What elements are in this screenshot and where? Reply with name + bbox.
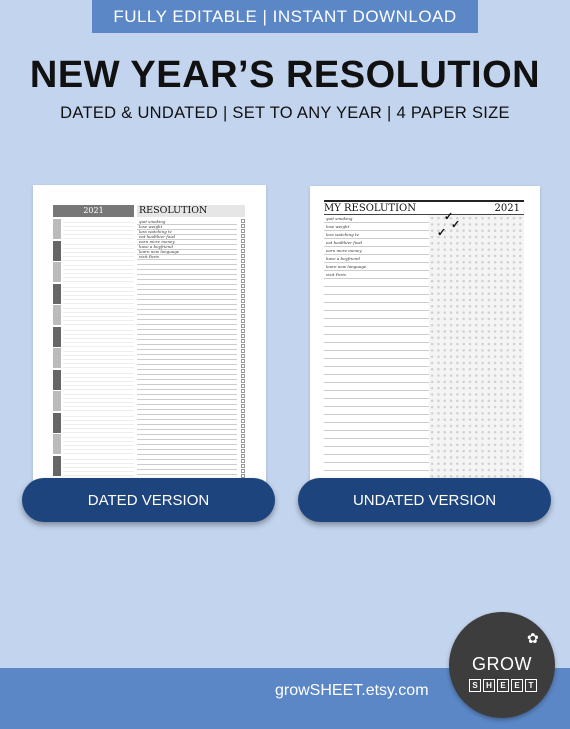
checkbox-icon	[241, 259, 245, 263]
day-row	[63, 463, 134, 464]
checkbox-icon	[241, 364, 245, 368]
day-row	[63, 475, 134, 476]
day-row	[63, 291, 134, 292]
resolution-line	[137, 424, 237, 425]
undated-heading: MY RESOLUTION	[324, 203, 416, 214]
dated-resolution-heading: RESOLUTION	[137, 205, 245, 217]
month-bar	[53, 219, 61, 239]
day-row	[63, 244, 134, 245]
day-row	[63, 424, 134, 425]
month-bar	[53, 434, 61, 454]
checkbox-icon	[241, 299, 245, 303]
resolution-line	[137, 384, 237, 385]
ruled-line	[324, 470, 429, 471]
ruled-line	[324, 310, 429, 311]
checkbox-icon	[241, 324, 245, 328]
day-row	[63, 420, 134, 421]
checkbox-icon	[241, 444, 245, 448]
checkbox-icon	[241, 274, 245, 278]
ruled-line	[324, 254, 429, 255]
resolution-line	[137, 294, 237, 295]
resolution-line	[137, 244, 237, 245]
dated-item: visit Paris	[139, 254, 159, 259]
ruled-line	[324, 430, 429, 431]
ruled-line	[324, 422, 429, 423]
undated-item: less watching tv	[326, 232, 359, 237]
flower-icon: ✿	[527, 630, 539, 646]
day-row	[63, 277, 134, 278]
day-row	[63, 459, 134, 460]
resolution-line	[137, 469, 237, 470]
ruled-line	[324, 438, 429, 439]
day-row	[63, 363, 134, 364]
checkbox-icon	[241, 319, 245, 323]
ruled-line	[324, 382, 429, 383]
month-bar	[53, 305, 61, 325]
checkbox-icon	[241, 424, 245, 428]
ruled-line	[324, 294, 429, 295]
resolution-line	[137, 249, 237, 250]
resolution-line	[137, 269, 237, 270]
checkbox-icon	[241, 419, 245, 423]
checkbox-icon	[241, 294, 245, 298]
logo-letter: T	[525, 679, 537, 692]
checkbox-icon	[241, 349, 245, 353]
day-row	[63, 428, 134, 429]
resolution-line	[137, 274, 237, 275]
resolution-line	[137, 379, 237, 380]
resolution-line	[137, 304, 237, 305]
checkbox-icon	[241, 309, 245, 313]
day-row	[63, 373, 134, 374]
logo-letter: E	[511, 679, 523, 692]
page-title: NEW YEAR’S RESOLUTION	[29, 54, 541, 96]
ruled-line	[324, 390, 429, 391]
day-row	[63, 471, 134, 472]
resolution-line	[137, 334, 237, 335]
checkmark-icon: ✓	[437, 227, 447, 239]
resolution-line	[137, 239, 237, 240]
day-row	[63, 338, 134, 339]
undated-item: eat healthier food	[326, 240, 363, 245]
checkbox-icon	[241, 284, 245, 288]
day-row	[63, 222, 134, 223]
dated-year: 2021	[53, 205, 134, 217]
checkbox-icon	[241, 429, 245, 433]
month-bar	[53, 327, 61, 347]
day-row	[63, 355, 134, 356]
day-row	[63, 449, 134, 450]
day-row	[63, 248, 134, 249]
checkbox-icon	[241, 329, 245, 333]
month-bar	[53, 348, 61, 368]
ruled-line	[324, 270, 429, 271]
month-bar	[53, 262, 61, 282]
checkbox-icon	[241, 264, 245, 268]
checkbox-icon	[241, 384, 245, 388]
resolution-line	[137, 229, 237, 230]
resolution-line	[137, 459, 237, 460]
day-row	[63, 287, 134, 288]
resolution-line	[137, 319, 237, 320]
day-row	[63, 256, 134, 257]
day-row	[63, 467, 134, 468]
day-row	[63, 330, 134, 331]
page-subtitle: DATED & UNDATED | SET TO ANY YEAR | 4 PAPER SIZE	[60, 104, 510, 122]
dated-item: quit smoking	[139, 219, 166, 224]
day-row	[63, 359, 134, 360]
checkbox-icon	[241, 249, 245, 253]
day-row	[63, 230, 134, 231]
undated-item: have a boyfriend	[326, 256, 360, 261]
undated-item: earn more money	[326, 248, 362, 253]
day-row	[63, 416, 134, 417]
day-row	[63, 295, 134, 296]
resolution-line	[137, 264, 237, 265]
resolution-line	[137, 414, 237, 415]
ruled-line	[324, 222, 429, 223]
resolution-line	[137, 279, 237, 280]
resolution-line	[137, 364, 237, 365]
checkbox-icon	[241, 359, 245, 363]
logo-letter: E	[497, 679, 509, 692]
month-bar	[53, 456, 61, 476]
day-row	[63, 381, 134, 382]
checkbox-icon	[241, 344, 245, 348]
dated-version-button[interactable]: DATED VERSION	[22, 478, 275, 522]
dated-item: learn new language	[139, 249, 180, 254]
dated-item: earn more money	[139, 239, 175, 244]
day-row	[63, 226, 134, 227]
undated-version-button[interactable]: UNDATED VERSION	[298, 478, 551, 522]
ruled-line	[324, 462, 429, 463]
month-bar	[53, 391, 61, 411]
day-row	[63, 260, 134, 261]
resolution-line	[137, 309, 237, 310]
growsheet-logo[interactable]	[449, 612, 555, 718]
checkbox-icon	[241, 339, 245, 343]
dated-sheet-preview	[33, 185, 266, 495]
resolution-line	[137, 324, 237, 325]
resolution-line	[137, 394, 237, 395]
ruled-line	[324, 334, 429, 335]
resolution-line	[137, 404, 237, 405]
dated-item: eat healthier food	[139, 234, 176, 239]
resolution-line	[137, 299, 237, 300]
checkbox-icon	[241, 334, 245, 338]
header-rule	[324, 200, 524, 202]
day-row	[63, 445, 134, 446]
checkbox-icon	[241, 304, 245, 308]
ruled-line	[324, 318, 429, 319]
ruled-line	[324, 374, 429, 375]
resolution-line	[137, 464, 237, 465]
day-row	[63, 334, 134, 335]
day-row	[63, 252, 134, 253]
day-row	[63, 299, 134, 300]
day-row	[63, 377, 134, 378]
month-bar	[53, 284, 61, 304]
ruled-line	[324, 406, 429, 407]
resolution-line	[137, 284, 237, 285]
ruled-line	[324, 286, 429, 287]
ruled-line	[324, 366, 429, 367]
ruled-line	[324, 326, 429, 327]
checkbox-icon	[241, 464, 245, 468]
resolution-line	[137, 234, 237, 235]
day-row	[63, 281, 134, 282]
ruled-line	[324, 230, 429, 231]
day-row	[63, 385, 134, 386]
checkbox-icon	[241, 374, 245, 378]
resolution-line	[137, 449, 237, 450]
day-row	[63, 308, 134, 309]
resolution-line	[137, 399, 237, 400]
resolution-line	[137, 359, 237, 360]
day-row	[63, 320, 134, 321]
shop-url[interactable]: growSHEET.etsy.com	[275, 682, 429, 699]
ruled-line	[324, 414, 429, 415]
day-row	[63, 432, 134, 433]
resolution-line	[137, 339, 237, 340]
resolution-list	[137, 219, 245, 479]
resolution-line	[137, 434, 237, 435]
checkbox-icon	[241, 314, 245, 318]
checkbox-icon	[241, 459, 245, 463]
checkbox-icon	[241, 254, 245, 258]
day-row	[63, 367, 134, 368]
resolution-line	[137, 374, 237, 375]
checkbox-icon	[241, 449, 245, 453]
resolution-line	[137, 289, 237, 290]
day-row	[63, 269, 134, 270]
logo-sheet-letters	[469, 679, 537, 692]
dated-item: less watching tv	[139, 229, 172, 234]
day-row	[63, 351, 134, 352]
dated-item: lose weight	[139, 224, 163, 229]
dated-item: have a boyfriend	[139, 244, 173, 249]
day-row	[63, 238, 134, 239]
logo-letter: S	[469, 679, 481, 692]
ruled-line	[324, 358, 429, 359]
resolution-line	[137, 454, 237, 455]
checkbox-icon	[241, 379, 245, 383]
checkbox-icon	[241, 409, 245, 413]
day-row	[63, 316, 134, 317]
day-row	[63, 346, 134, 347]
ruled-line	[324, 238, 429, 239]
undated-year: 2021	[494, 203, 520, 214]
ruled-line	[324, 342, 429, 343]
ruled-line	[324, 302, 429, 303]
checkbox-icon	[241, 399, 245, 403]
day-row	[63, 410, 134, 411]
day-row	[63, 453, 134, 454]
day-row	[63, 398, 134, 399]
checkbox-icon	[241, 389, 245, 393]
logo-letter: H	[483, 679, 495, 692]
undated-item: lose weight	[326, 224, 350, 229]
ruled-line	[324, 246, 429, 247]
calendar-grid	[53, 219, 134, 479]
month-bar	[53, 370, 61, 390]
resolution-line	[137, 429, 237, 430]
day-row	[63, 437, 134, 438]
undated-item: learn new language	[326, 264, 367, 269]
checkbox-icon	[241, 354, 245, 358]
logo-grow-text: GROW	[472, 654, 532, 674]
day-row	[63, 234, 134, 235]
day-row	[63, 312, 134, 313]
day-row	[63, 273, 134, 274]
resolution-line	[137, 254, 237, 255]
month-bar	[53, 241, 61, 261]
checkbox-icon	[241, 234, 245, 238]
undated-sheet-preview	[310, 186, 540, 496]
ruled-line	[324, 278, 429, 279]
day-row	[63, 324, 134, 325]
checkbox-icon	[241, 289, 245, 293]
day-row	[63, 441, 134, 442]
undated-item: quit smoking	[326, 216, 353, 221]
checkbox-icon	[241, 469, 245, 473]
day-row	[63, 406, 134, 407]
checkbox-icon	[241, 229, 245, 233]
checkmark-icon: ✓	[451, 219, 461, 231]
day-row	[63, 265, 134, 266]
checkbox-icon	[241, 239, 245, 243]
checkbox-icon	[241, 279, 245, 283]
resolution-line	[137, 329, 237, 330]
day-row	[63, 342, 134, 343]
ruled-line	[324, 262, 429, 263]
checkbox-icon	[241, 269, 245, 273]
checkbox-icon	[241, 369, 245, 373]
resolution-line	[137, 444, 237, 445]
banner-text: FULLY EDITABLE | INSTANT DOWNLOAD	[113, 6, 457, 26]
day-row	[63, 402, 134, 403]
resolution-line	[137, 314, 237, 315]
checkmark-icon: ✓	[444, 211, 454, 223]
checkbox-icon	[241, 219, 245, 223]
checkbox-icon	[241, 454, 245, 458]
checkbox-icon	[241, 244, 245, 248]
resolution-line	[137, 439, 237, 440]
checkbox-icon	[241, 404, 245, 408]
day-row	[63, 303, 134, 304]
ruled-line	[324, 454, 429, 455]
ruled-line	[324, 446, 429, 447]
day-row	[63, 389, 134, 390]
resolution-line	[137, 369, 237, 370]
top-banner	[92, 0, 478, 33]
checkbox-icon	[241, 224, 245, 228]
resolution-line	[137, 474, 237, 475]
ruled-line	[324, 398, 429, 399]
resolution-line	[137, 344, 237, 345]
month-bar	[53, 413, 61, 433]
resolution-line	[137, 389, 237, 390]
checkbox-icon	[241, 434, 245, 438]
day-row	[63, 394, 134, 395]
checkbox-icon	[241, 439, 245, 443]
checkbox-icon	[241, 394, 245, 398]
resolution-line	[137, 409, 237, 410]
ruled-line	[324, 350, 429, 351]
resolution-line	[137, 419, 237, 420]
checkbox-icon	[241, 414, 245, 418]
resolution-line	[137, 259, 237, 260]
resolution-line	[137, 224, 237, 225]
resolution-line	[137, 349, 237, 350]
resolution-line	[137, 354, 237, 355]
tracker-grid	[429, 215, 524, 483]
undated-item: visit Paris	[326, 272, 346, 277]
